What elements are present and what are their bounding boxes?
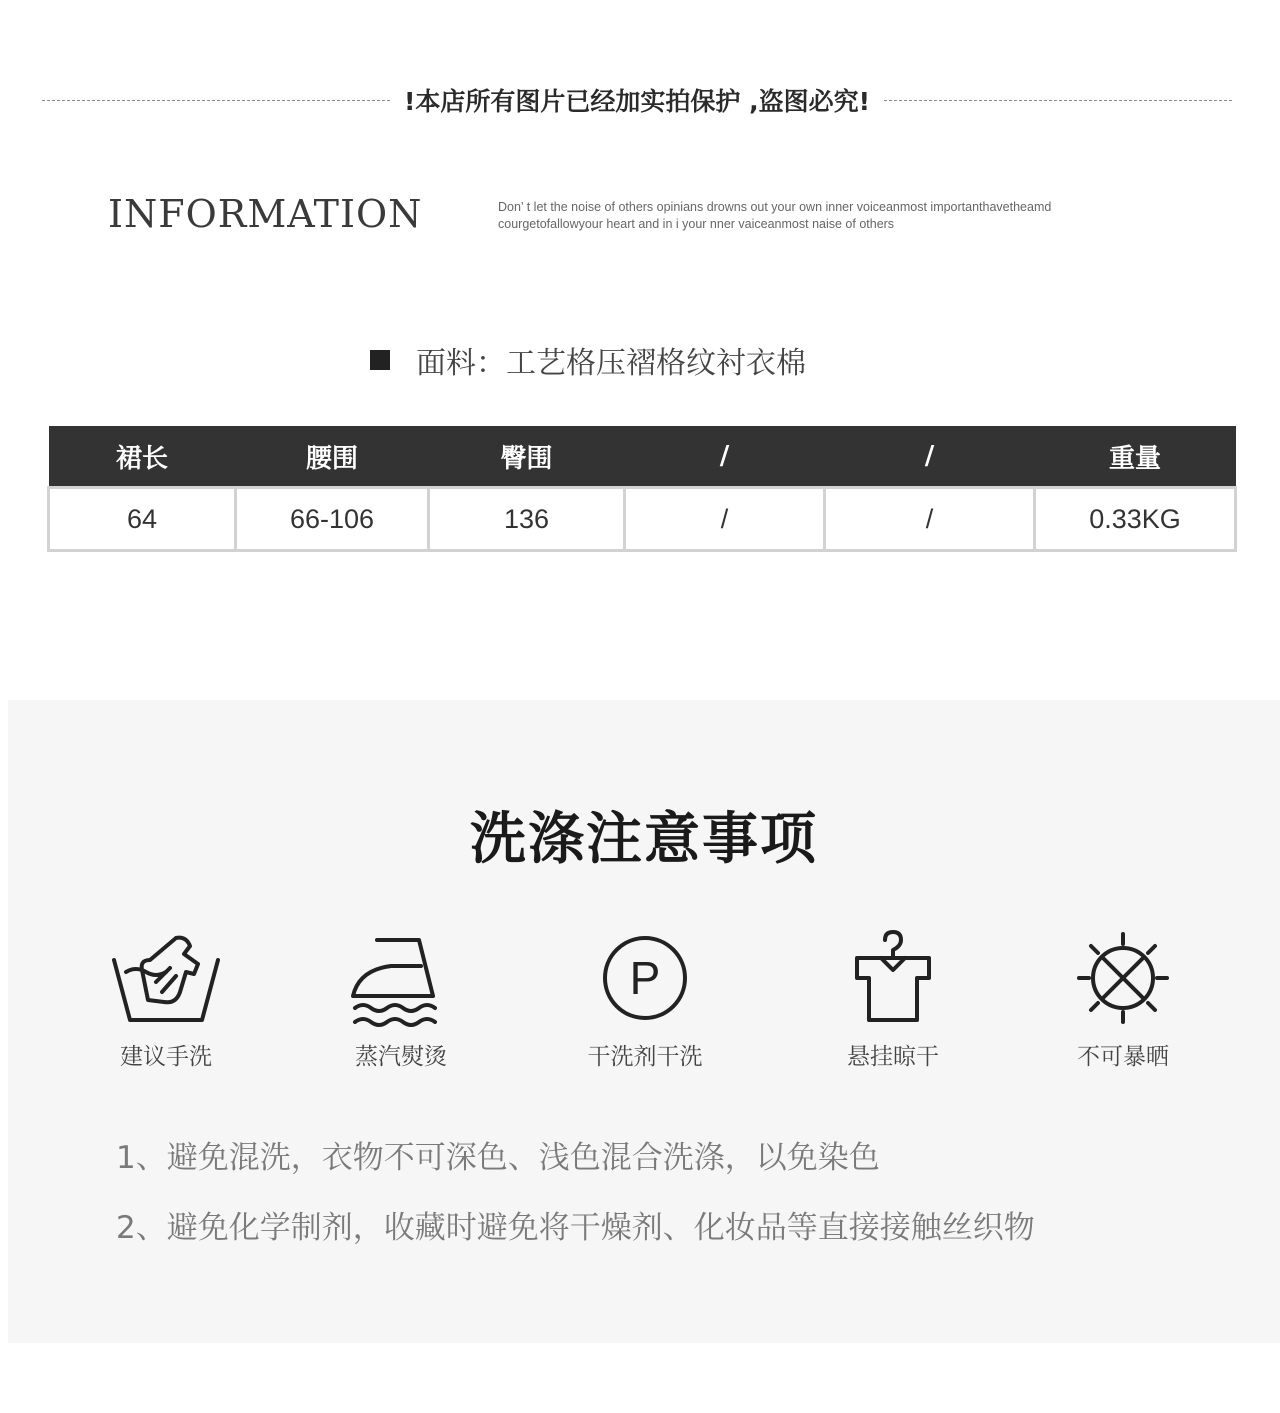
value-skirt-length: 64 [49,488,236,551]
value-weight: 0.33KG [1035,488,1236,551]
value-empty-1: / [625,488,825,551]
size-table [47,426,1237,552]
no-sun-icon [1063,930,1183,1030]
information-title: INFORMATION [108,192,423,236]
information-subtitle-line: Don’ t let the noise of others opinians drowns out your own inner voiceanmost importanthavetheamd [498,200,1052,214]
square-bullet-icon [370,350,390,370]
notice-text: !本店所有图片已经加实拍保护 ,盗图必究! [404,87,871,116]
dry-clean-p-icon [585,930,705,1030]
header-skirt-length: 裙长 [49,426,236,488]
care-item-steam-iron [301,930,501,1071]
care-label: 悬挂晾干 [847,1044,939,1070]
care-item-dry-clean [545,930,745,1071]
care-title: 洗涤注意事项 [470,807,818,872]
value-waist: 66-106 [236,488,429,551]
header-weight: 重量 [1035,426,1236,488]
care-label: 蒸汽熨烫 [355,1044,447,1070]
copyright-notice [42,80,1232,120]
dashed-divider-right [884,100,1232,101]
care-item-no-sun [1023,930,1223,1071]
hand-wash-icon [106,930,226,1030]
care-note: 2、避免化学制剂，收藏时避免将干燥剂、化妆品等直接接触丝织物 [116,1210,1035,1246]
care-note: 1、避免混洗，衣物不可深色、浅色混合洗涤，以免染色 [116,1140,880,1176]
care-label: 不可暴晒 [1077,1044,1169,1070]
care-item-hand-wash [66,930,266,1071]
fabric-text: 面料：工艺格压褶格纹衬衣棉 [416,346,806,381]
information-subtitle [498,199,1198,233]
hang-dry-icon [833,930,953,1030]
dashed-divider-left [42,100,390,101]
steam-iron-icon [341,930,461,1030]
care-label: 建议手洗 [120,1044,212,1070]
header-empty-1: / [625,426,825,488]
information-subtitle-line: courgetofallowyour heart and in i your nner vaiceanmost naise of others [498,217,895,231]
care-item-hang-dry [793,930,993,1071]
table-row [49,488,1236,551]
svg-text:P: P [629,952,661,1004]
header-waist: 腰围 [236,426,429,488]
header-empty-2: / [825,426,1035,488]
care-section [8,700,1280,1343]
size-table-header-row [49,426,1236,488]
fabric-line [370,338,806,382]
header-hip: 臀围 [429,426,625,488]
care-label: 干洗剂干洗 [587,1044,703,1070]
value-hip: 136 [429,488,625,551]
value-empty-2: / [825,488,1035,551]
